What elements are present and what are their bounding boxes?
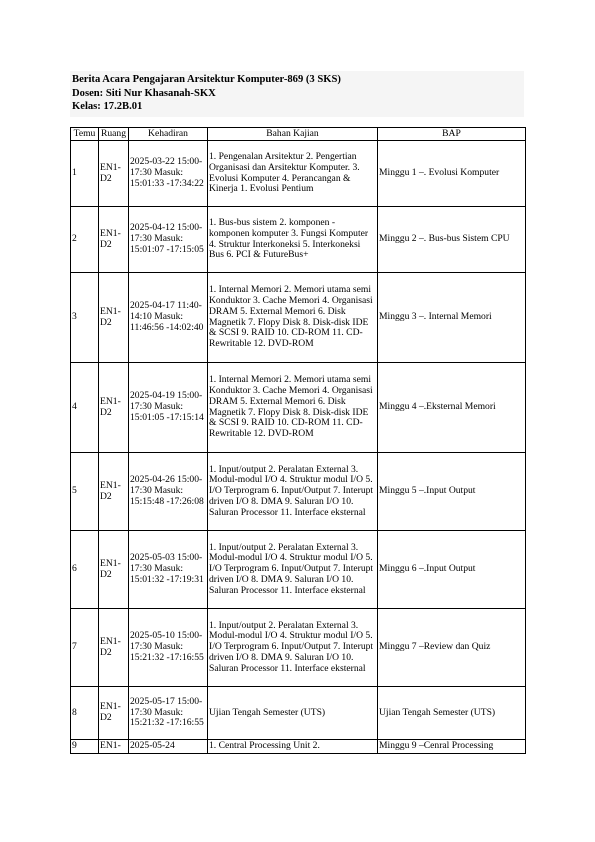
cell-kehadiran: 2025-04-26 15:00-17:30 Masuk: 15:15:48 -17:26:08 bbox=[129, 453, 208, 531]
table-row bbox=[71, 141, 526, 207]
cell-temu: 9 bbox=[71, 740, 99, 754]
cell-kehadiran: 2025-04-12 15:00-17:30 Masuk: 15:01:07 -17:15:05 bbox=[129, 207, 208, 273]
document-header bbox=[70, 71, 524, 117]
cell-temu: 7 bbox=[71, 609, 99, 687]
cell-bahan-kajian: 1. Internal Memori 2. Memori utama semi Konduktor 3. Cache Memori 4. Organisasi DRAM 5. External Memori 6. Disk Magnetik 7. Flopy Disk 8. Disk-disk IDE & SCSI 9. RAID 10. CD-ROM 11. CD-Rewritable 12. DVD-ROM bbox=[208, 363, 378, 453]
cell-kehadiran: 2025-03-22 15:00-17:30 Masuk: 15:01:33 -17:34:22 bbox=[129, 141, 208, 207]
cell-bap: Minggu 7 –Review dan Quiz bbox=[378, 609, 526, 687]
cell-bahan-kajian: 1. Input/output 2. Peralatan External 3. Modul-modul I/O 4. Struktur modul I/O 5. I/O Terprogram 6. Input/Output 7. Interupt driven I/O 8. DMA 9. Saluran I/O 10. Saluran Processor 11. Interface eksternal bbox=[208, 531, 378, 609]
cell-ruang: EN1-D2 bbox=[99, 531, 129, 609]
cell-ruang: EN1-D2 bbox=[99, 273, 129, 363]
cell-temu: 6 bbox=[71, 531, 99, 609]
cell-ruang: EN1-D2 bbox=[99, 687, 129, 740]
cell-bap: Minggu 9 –Cenral Processing bbox=[378, 740, 526, 754]
cell-kehadiran: 2025-04-19 15:00-17:30 Masuk: 15:01:05 -17:15:14 bbox=[129, 363, 208, 453]
column-header-temu: Temu bbox=[71, 128, 99, 141]
cell-ruang: EN1-D2 bbox=[99, 363, 129, 453]
cell-bap: Ujian Tengah Semester (UTS) bbox=[378, 687, 526, 740]
table-row bbox=[71, 687, 526, 740]
cell-kehadiran: 2025-04-17 11:40-14:10 Masuk: 11:46:56 -14:02:40 bbox=[129, 273, 208, 363]
class-line: Kelas: 17.2B.01 bbox=[72, 101, 143, 113]
column-header-bahan-kajian: Bahan Kajian bbox=[208, 128, 378, 141]
column-header-bap: BAP bbox=[378, 128, 526, 141]
cell-temu: 5 bbox=[71, 453, 99, 531]
cell-bap: Minggu 4 –.Eksternal Memori bbox=[378, 363, 526, 453]
cell-temu: 1 bbox=[71, 141, 99, 207]
cell-kehadiran: 2025-05-17 15:00-17:30 Masuk: 15:21:32 -17:16:55 bbox=[129, 687, 208, 740]
table-row bbox=[71, 609, 526, 687]
cell-bahan-kajian: 1. Bus-bus sistem 2. komponen - komponen komputer 3. Fungsi Komputer 4. Struktur Interkoneksi 5. Interkoneksi Bus 6. PCI & FutureBus+ bbox=[208, 207, 378, 273]
cell-kehadiran: 2025-05-10 15:00-17:30 Masuk: 15:21:32 -17:16:55 bbox=[129, 609, 208, 687]
cell-bap: Minggu 5 –.Input Output bbox=[378, 453, 526, 531]
table-row bbox=[71, 273, 526, 363]
cell-kehadiran: 2025-05-03 15:00-17:30 Masuk: 15:01:32 -17:19:31 bbox=[129, 531, 208, 609]
cell-bahan-kajian: 1. Central Processing Unit 2. bbox=[208, 740, 378, 754]
cell-ruang: EN1-D2 bbox=[99, 609, 129, 687]
cell-bahan-kajian: 1. Pengenalan Arsitektur 2. Pengertian Organisasi dan Arsitektur Komputer. 3. Evolusi Komputer 4. Perancangan & Kinerja 1. Evolusi Pentium bbox=[208, 141, 378, 207]
table-row bbox=[71, 740, 526, 754]
cell-bahan-kajian: 1. Input/output 2. Peralatan External 3. Modul-modul I/O 4. Struktur modul I/O 5. I/O Terprogram 6. Input/Output 7. Interupt driven I/O 8. DMA 9. Saluran I/O 10. Saluran Processor 11. Interface eksternal bbox=[208, 609, 378, 687]
table-row bbox=[71, 531, 526, 609]
lecturer-line: Dosen: Siti Nur Khasanah-SKX bbox=[72, 87, 216, 99]
table-row bbox=[71, 207, 526, 273]
cell-bahan-kajian: Ujian Tengah Semester (UTS) bbox=[208, 687, 378, 740]
cell-temu: 4 bbox=[71, 363, 99, 453]
cell-ruang: EN1-D2 bbox=[99, 207, 129, 273]
cell-bap: Minggu 2 –. Bus-bus Sistem CPU bbox=[378, 207, 526, 273]
document-title: Berita Acara Pengajaran Arsitektur Komputer-869 (3 SKS) bbox=[72, 74, 341, 85]
table-header-row bbox=[71, 128, 526, 141]
cell-ruang: EN1- bbox=[99, 740, 129, 754]
table-row bbox=[71, 453, 526, 531]
cell-bahan-kajian: 1. Internal Memori 2. Memori utama semi Konduktor 3. Cache Memori 4. Organisasi DRAM 5. External Memori 6. Disk Magnetik 7. Flopy Disk 8. Disk-disk IDE & SCSI 9. RAID 10. CD-ROM 11. CD-Rewritable 12. DVD-ROM bbox=[208, 273, 378, 363]
cell-ruang: EN1-D2 bbox=[99, 141, 129, 207]
meeting-table bbox=[70, 127, 526, 754]
cell-bahan-kajian: 1. Input/output 2. Peralatan External 3. Modul-modul I/O 4. Struktur modul I/O 5. I/O Terprogram 6. Input/Output 7. Interupt driven I/O 8. DMA 9. Saluran I/O 10. Saluran Processor 11. Interface eksternal bbox=[208, 453, 378, 531]
cell-bap: Minggu 3 –. Internal Memori bbox=[378, 273, 526, 363]
table-row bbox=[71, 363, 526, 453]
column-header-ruang: Ruang bbox=[99, 128, 129, 141]
cell-bap: Minggu 1 –. Evolusi Komputer bbox=[378, 141, 526, 207]
cell-kehadiran: 2025-05-24 bbox=[129, 740, 208, 754]
cell-temu: 3 bbox=[71, 273, 99, 363]
cell-bap: Minggu 6 –.Input Output bbox=[378, 531, 526, 609]
cell-temu: 2 bbox=[71, 207, 99, 273]
column-header-kehadiran: Kehadiran bbox=[129, 128, 208, 141]
cell-temu: 8 bbox=[71, 687, 99, 740]
cell-ruang: EN1-D2 bbox=[99, 453, 129, 531]
